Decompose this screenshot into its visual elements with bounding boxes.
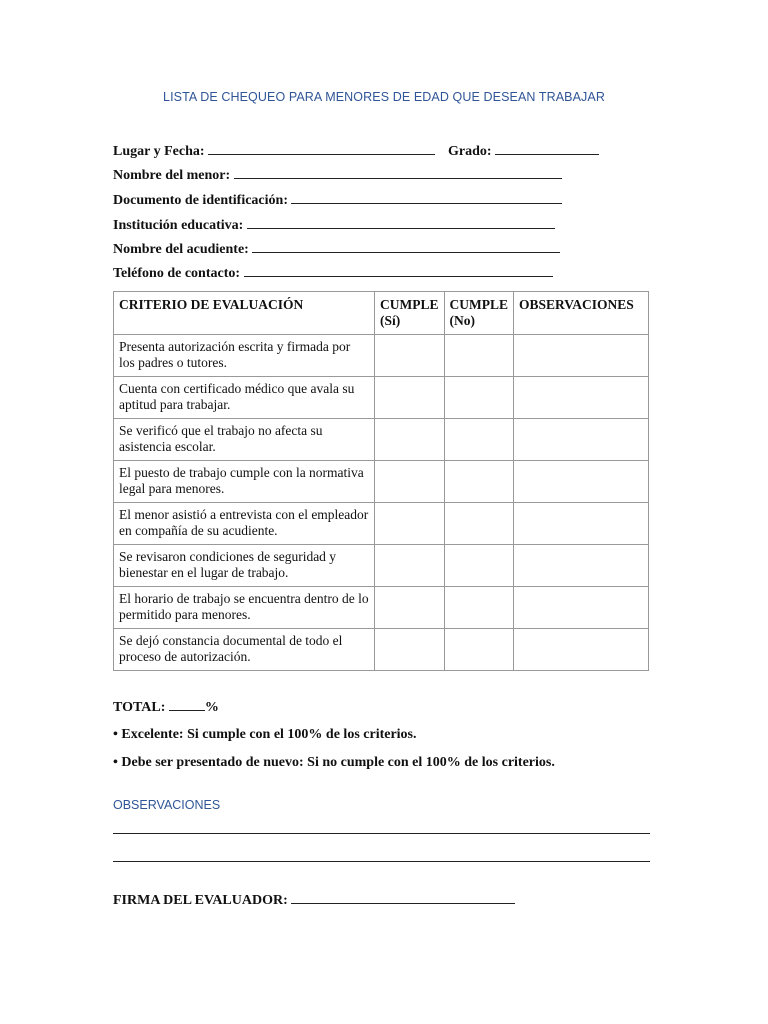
- cumple-no-cell[interactable]: [444, 419, 514, 461]
- cumple-no-cell[interactable]: [444, 377, 514, 419]
- cumple-si-cell[interactable]: [375, 503, 445, 545]
- cumple-no-cell[interactable]: [444, 503, 514, 545]
- acudiente-field: [113, 240, 560, 258]
- observaciones-line[interactable]: [113, 833, 650, 834]
- cumple-si-cell[interactable]: [375, 629, 445, 671]
- observaciones-cell[interactable]: [514, 545, 649, 587]
- total-field: [113, 698, 219, 716]
- observaciones-cell[interactable]: [514, 503, 649, 545]
- observaciones-title: OBSERVACIONES: [113, 798, 221, 812]
- criterion-text: El puesto de trabajo cumple con la normativa legal para menores.: [114, 461, 375, 503]
- telefono-label: Teléfono de contacto:: [113, 266, 241, 281]
- lugar-fecha-input-line[interactable]: [208, 142, 435, 155]
- firma-input-line[interactable]: [291, 891, 515, 904]
- table-row: [114, 545, 649, 587]
- total-percent: %: [204, 700, 219, 715]
- bullet-excelente: • Excelente: Si cumple con el 100% de los criterios.: [113, 727, 417, 742]
- telefono-input-line[interactable]: [244, 264, 553, 277]
- grado-label: Grado:: [448, 144, 492, 159]
- criterion-text: El horario de trabajo se encuentra dentro de lo permitido para menores.: [114, 587, 375, 629]
- criterion-text: Se verificó que el trabajo no afecta su asistencia escolar.: [114, 419, 375, 461]
- table-header-row: [114, 292, 649, 335]
- observaciones-cell[interactable]: [514, 587, 649, 629]
- acudiente-label: Nombre del acudiente:: [113, 242, 249, 257]
- criterion-text: Se dejó constancia documental de todo el proceso de autorización.: [114, 629, 375, 671]
- cumple-no-cell[interactable]: [444, 335, 514, 377]
- table-row: [114, 335, 649, 377]
- firma-field: [113, 891, 515, 909]
- table-row: [114, 629, 649, 671]
- header-cumple-si: CUMPLE (Sí): [375, 292, 445, 335]
- firma-label: FIRMA DEL EVALUADOR:: [113, 893, 288, 908]
- cumple-no-cell[interactable]: [444, 629, 514, 671]
- nombre-menor-input-line[interactable]: [234, 166, 562, 179]
- cumple-si-cell[interactable]: [375, 377, 445, 419]
- table-row: [114, 377, 649, 419]
- cumple-si-cell[interactable]: [375, 461, 445, 503]
- table-row: [114, 503, 649, 545]
- cumple-no-cell[interactable]: [444, 461, 514, 503]
- nombre-menor-field: [113, 166, 562, 184]
- bullet-presentar-nuevo: • Debe ser presentado de nuevo: Si no cumple con el 100% de los criterios.: [113, 755, 555, 770]
- document-title: LISTA DE CHEQUEO PARA MENORES DE EDAD QUE DESEAN TRABAJAR: [163, 90, 605, 104]
- criteria-table: [113, 291, 649, 671]
- institucion-label: Institución educativa:: [113, 218, 244, 233]
- table-row: [114, 587, 649, 629]
- observaciones-cell[interactable]: [514, 419, 649, 461]
- cumple-si-cell[interactable]: [375, 545, 445, 587]
- observaciones-cell[interactable]: [514, 335, 649, 377]
- lugar-fecha-label: Lugar y Fecha:: [113, 144, 205, 159]
- cumple-no-cell[interactable]: [444, 545, 514, 587]
- telefono-field: [113, 264, 553, 282]
- documento-label: Documento de identificación:: [113, 193, 288, 208]
- nombre-menor-label: Nombre del menor:: [113, 168, 231, 183]
- header-criterio: CRITERIO DE EVALUACIÓN: [114, 292, 375, 335]
- criterion-text: Cuenta con certificado médico que avala su aptitud para trabajar.: [114, 377, 375, 419]
- cumple-si-cell[interactable]: [375, 419, 445, 461]
- cumple-no-cell[interactable]: [444, 587, 514, 629]
- total-label: TOTAL:: [113, 700, 166, 715]
- institucion-field: [113, 216, 555, 234]
- observaciones-cell[interactable]: [514, 629, 649, 671]
- criterion-text: El menor asistió a entrevista con el empleador en compañía de su acudiente.: [114, 503, 375, 545]
- institucion-input-line[interactable]: [247, 216, 555, 229]
- cumple-si-cell[interactable]: [375, 335, 445, 377]
- cumple-si-cell[interactable]: [375, 587, 445, 629]
- header-observaciones: OBSERVACIONES: [514, 292, 649, 335]
- documento-field: [113, 191, 562, 209]
- observaciones-cell[interactable]: [514, 377, 649, 419]
- observaciones-cell[interactable]: [514, 461, 649, 503]
- grado-input-line[interactable]: [495, 142, 599, 155]
- acudiente-input-line[interactable]: [252, 240, 560, 253]
- header-cumple-no: CUMPLE (No): [444, 292, 514, 335]
- criterion-text: Presenta autorización escrita y firmada por los padres o tutores.: [114, 335, 375, 377]
- documento-input-line[interactable]: [291, 191, 562, 204]
- table-row: [114, 461, 649, 503]
- criterion-text: Se revisaron condiciones de seguridad y bienestar en el lugar de trabajo.: [114, 545, 375, 587]
- lugar-fecha-field: [113, 142, 599, 160]
- total-input-line[interactable]: [169, 698, 205, 711]
- table-row: [114, 419, 649, 461]
- observaciones-line[interactable]: [113, 861, 650, 862]
